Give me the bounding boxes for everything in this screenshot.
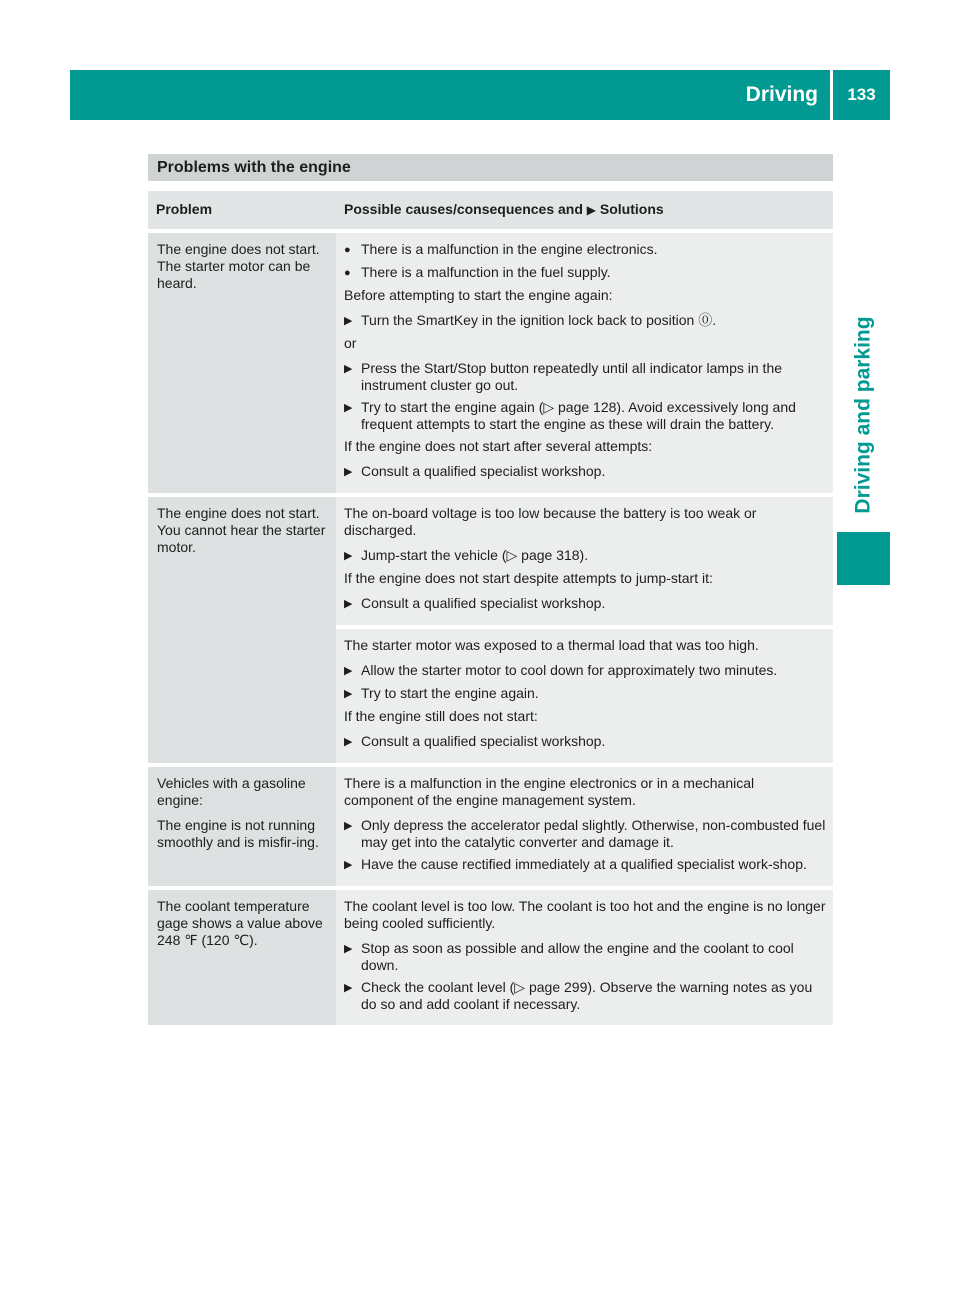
action-step: ▶ Only depress the accelerator pedal slightly. Otherwise, non-combusted fuel may get into the catalytic converter and damage it. <box>344 817 826 850</box>
table-row <box>148 767 833 886</box>
problem-text: The coolant temperature gage shows a value above 248 ℉ (120 ℃). <box>157 898 323 948</box>
action-arrow-icon: ▶ <box>344 688 353 700</box>
header-section-title: Driving <box>745 83 818 106</box>
solution-cell <box>336 890 833 1025</box>
table-row <box>148 497 833 625</box>
solution-text: The on-board voltage is too low because the battery is too weak or discharged. <box>344 505 757 538</box>
solution-text: If the engine still does not start: <box>344 708 538 724</box>
solution-text: There is a malfunction in the engine electronics or in a mechanical component of the engine management system. <box>344 775 755 808</box>
page-number: 133 <box>847 85 876 104</box>
problem-text: The engine does not start. The starter motor can be heard. <box>157 241 320 291</box>
action-step: ▶ Stop as soon as possible and allow the engine and the coolant to cool down. <box>344 940 794 973</box>
action-step: ▶ Consult a qualified specialist workshop. <box>344 733 606 749</box>
action-arrow-icon: ▶ <box>344 402 353 414</box>
action-arrow-icon: ▶ <box>344 598 353 610</box>
solution-cell <box>336 767 833 886</box>
action-arrow-icon: ▶ <box>344 466 353 478</box>
solution-cell <box>336 233 833 493</box>
action-step: ▶ Try to start the engine again (▷ page 128). Avoid excessively long and frequent attempts to start the engine as these will drain the battery. <box>344 399 796 432</box>
action-arrow-icon: ▶ <box>344 315 353 327</box>
column-header-problem: Problem <box>148 191 336 229</box>
cause-item: ● There is a malfunction in the fuel supply. <box>344 264 611 280</box>
solution-text: If the engine does not start despite attempts to jump-start it: <box>344 570 713 586</box>
cause-item: ● There is a malfunction in the engine electronics. <box>344 241 658 257</box>
problem-text: The engine is not running smoothly and is misfir-ing. <box>157 817 319 850</box>
action-step: ▶ Have the cause rectified immediately at a qualified specialist work-shop. <box>344 856 807 872</box>
problems-table <box>148 187 833 1029</box>
action-arrow-icon: ▶ <box>344 943 353 955</box>
solution-text: If the engine does not start after several attempts: <box>344 438 653 454</box>
table-header-row <box>148 191 833 229</box>
problem-text: Vehicles with a gasoline engine: <box>157 775 306 808</box>
bullet-dot-icon: ● <box>344 244 351 256</box>
side-chapter-tab <box>837 300 890 530</box>
action-arrow-icon: ▶ <box>344 736 353 748</box>
solution-cell <box>336 629 833 763</box>
action-step: ▶ Allow the starter motor to cool down for approximately two minutes. <box>344 662 778 678</box>
action-arrow-icon: ▶ <box>344 363 353 375</box>
problem-cell <box>148 497 336 763</box>
solution-text: The starter motor was exposed to a thermal load that was too high. <box>344 637 759 653</box>
action-step: ▶ Press the Start/Stop button repeatedly until all indicator lamps in the instrument cluster go out. <box>344 360 783 393</box>
problem-cell <box>148 767 336 886</box>
solution-text: Before attempting to start the engine again: <box>344 287 613 303</box>
action-arrow-icon: ▶ <box>344 982 353 994</box>
action-step: ▶ Consult a qualified specialist workshop. <box>344 463 606 479</box>
action-step: ▶ Try to start the engine again. <box>344 685 539 701</box>
problem-cell <box>148 233 336 493</box>
action-step: ▶ Check the coolant level (▷ page 299). Observe the warning notes as you do so and add coolant if necessary. <box>344 979 813 1012</box>
column-header-solutions: Possible causes/consequences and ▶ Solutions <box>336 191 833 229</box>
action-arrow-icon: ▶ <box>344 550 353 562</box>
action-step: ▶ Jump-start the vehicle (▷ page 318). <box>344 547 589 563</box>
table-row <box>148 233 833 493</box>
action-step: ▶ Turn the SmartKey in the ignition lock back to position ⓪. <box>344 312 717 328</box>
action-step: ▶ Consult a qualified specialist workshop. <box>344 595 606 611</box>
solution-text: or <box>344 335 357 351</box>
table-row <box>148 890 833 1025</box>
action-arrow-icon: ▶ <box>344 820 353 832</box>
problem-text: The engine does not start. You cannot hear the starter motor. <box>157 505 326 555</box>
bullet-dot-icon: ● <box>344 267 351 279</box>
solution-cell <box>336 497 833 625</box>
section-title: Problems with the engine <box>148 154 833 181</box>
side-chapter-marker <box>837 532 890 585</box>
problem-cell <box>148 890 336 1025</box>
action-arrow-icon: ▶ <box>344 859 353 871</box>
action-arrow-icon: ▶ <box>586 203 597 217</box>
solution-text: The coolant level is too low. The coolant is too hot and the engine is no longer being cooled sufficiently. <box>344 898 826 931</box>
action-arrow-icon: ▶ <box>344 665 353 677</box>
side-chapter-label: Driving and parking <box>851 316 875 514</box>
